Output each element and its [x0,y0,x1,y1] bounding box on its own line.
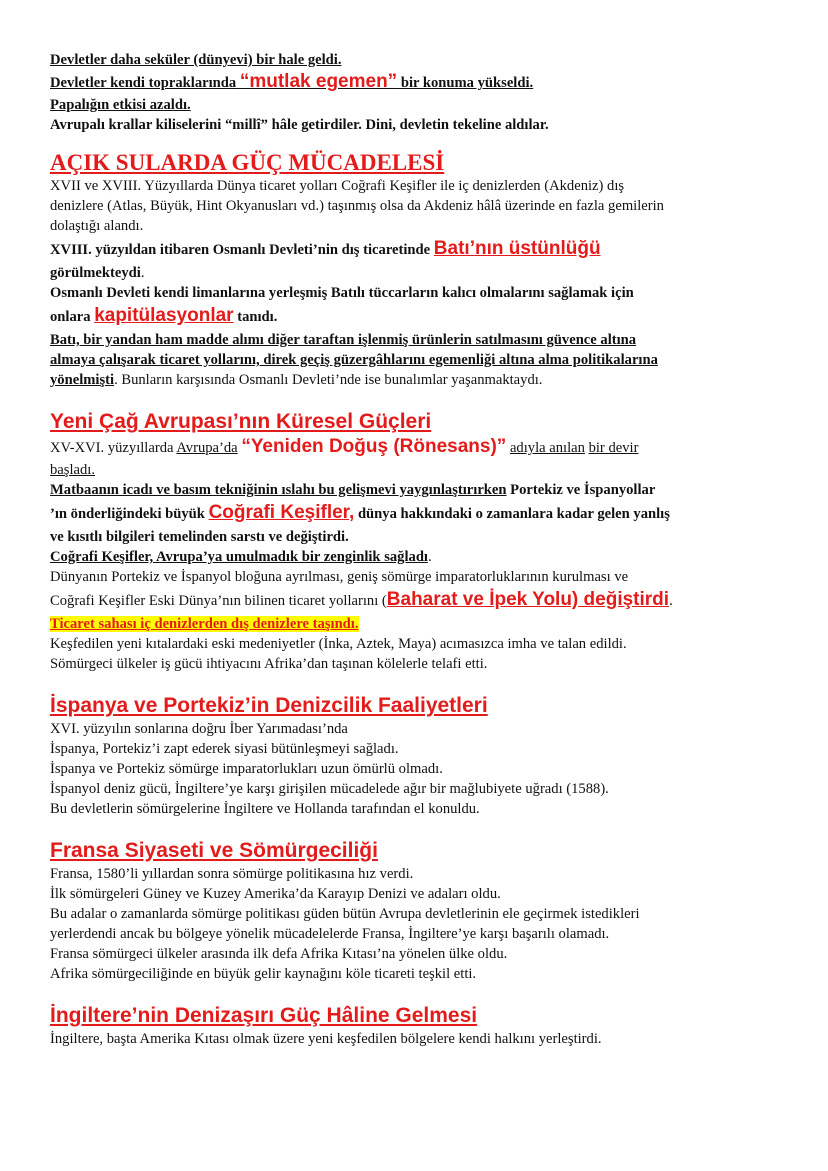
s2-paragraph-1: XV-XVI. yüzyıllarda Avrupa’da “Yeniden Doğuş (Rönesans)” adıyla anılan bir devir [50,436,639,457]
s4-line: İlk sömürgeleri Güney ve Kuzey Amerika’da Karayıp Denizi ve adaları oldu. [50,886,501,902]
s3-line: İspanyol deniz gücü, İngiltere’ye karşı girişilen mücadelede ağır bir mağlubiyete uğradı (1588). [50,781,609,797]
section-title-fransa: Fransa Siyaseti ve Sömürgeciliği [50,839,378,862]
section-title-ispanya-portekiz: İspanya ve Portekiz’in Denizcilik Faaliyetleri [50,694,488,717]
intro-line-3: Papalığın etkisi azaldı. [50,97,191,113]
s2-paragraph-2: Matbaanın icadı ve basım tekniğinin ıslahı bu gelişmevi yaygınlaştırırken Portekiz ve İspanyollar [50,482,656,498]
s5-line: İngiltere, başta Amerika Kıtası olmak üzere yeni keşfedilen bölgelere kendi halkını yerleştirdi. [50,1031,602,1047]
s3-line: XVI. yüzyılın sonlarına doğru İber Yarımadası’nda [50,721,348,737]
s4-line: yerlerdendi ancak bu bölgeye yönelik mücadelelerde Fransa, İngiltere’ye karşı başarılı olamadı. [50,926,610,942]
s3-line: İspanya ve Portekiz sömürge imparatorlukları uzun ömürlü olmadı. [50,761,443,777]
intro-line-4: Avrupalı krallar kiliselerini “millî” hâle getirdiler. Dini, devletin tekeline aldılar. [50,117,549,133]
s2-paragraph-3: Coğrafi Keşifler, Avrupa’ya umulmadık bir zenginlik sağladı. [50,549,432,565]
s4-line: Fransa sömürgeci ülkeler arasında ilk defa Afrika Kıtası’na yönelen ülke oldu. [50,946,508,962]
s1-paragraph-4: Batı, bir yandan ham madde alımı diğer taraftan işlenmiş ürünlerin satılmasını güvence altına [50,332,637,348]
intro-line-2: Devletler kendi topraklarında “mutlak egemen” bir konuma yükseldi. [50,71,534,92]
s4-line: Fransa, 1580’li yıllardan sonra sömürge politikasına hız verdi. [50,866,414,882]
s4-line: Afrika sömürgeciliğinde en büyük gelir kaynağını köle ticareti teşkil etti. [50,966,477,982]
s2-paragraph-4: Dünyanın Portekiz ve İspanyol bloğuna ayrılması, geniş sömürge imparatorluklarının kurulması ve [50,569,629,585]
s2-paragraph-7: Sömürgeci ülkeler iş gücü ihtiyacını Afrika’dan taşınan kölelerle telafi etti. [50,656,488,672]
section-title-yeni-cag: Yeni Çağ Avrupası’nın Küresel Güçleri [50,410,432,433]
document-page: Devletler daha seküler (dünyevi) bir hale geldi. Devletler kendi topraklarında “mutlak egemen” bir konuma yükseldi. Papalığın etkisi azaldı. Avrupalı krallar kiliselerini “millî” hâle getirdiler. Dini, devletin tekeline aldılar. AÇIK SULARDA GÜÇ MÜCADELESİ XVII ve XVIII. Yüzyıllarda Dünya ticaret yolları Coğrafi Keşifler ile iç denizlerden (Akdeniz) dış denizlere (Atlas, Büyük, Hint Okyanusları vd.) taşınmış olsa da Akdeniz hâlâ üzerinde en fazla gemilerin dolaştığı alandı. XVIII. yüzyıldan itibaren Osmanlı Devleti’nin dış ticaretinde Batı’nın üstünlüğü görülmekteydi. Osmanlı Devleti kendi limanlarına yerleşmiş Batılı tüccarların kalıcı olmalarını sağlamak için onlara kapitülasyonlar tanıdı. Batı, bir yandan ham madde alımı diğer taraftan işlenmiş ürünlerin satılmasını güvence altına almaya çalışarak ticaret yollarını, direk geçiş güzergâhlarını egemenliği altına alma politikalarına yönelmişti. Bunların karşısında Osmanlı Devleti’nde ise bunalımlar yaşanmaktaydı. Yeni Çağ Avrupası’nın Küresel Güçleri XV-XVI. yüzyıllarda Avrupa’da “Yeniden Doğuş (Rönesans)” adıyla anılan bir devir başladı. Matbaanın icadı ve basım tekniğinin ıslahı bu gelişmevi yaygınlaştırırken Portekiz ve İspanyollar ’ın önderliğindeki büyük Coğrafi Keşifler, dünya hakkındaki o zamanlara kadar gelen yanlış ve kısıtlı bilgileri temelinden sarstı ve değiştirdi. Coğrafi Keşifler, Avrupa’ya umulmadık bir zenginlik sağladı. Dünyanın Portekiz ve İspanyol bloğuna ayrılması, geniş sömürge imparatorluklarının kurulması ve Coğrafi Keşifler Eski Dünya’nın bilinen ticaret yollarını (Baharat ve İpek Yolu) değiştirdi. Ticaret sahası iç denizlerden dış denizlere taşındı. Keşfedilen yeni kıtalardaki eski medeniyetler (İnka, Aztek, Maya) acımasızca imha ve talan edildi. Sömürgeci ülkeler iş gücü ihtiyacını Afrika’dan taşınan kölelerle telafi etti. İspanya ve Portekiz’in Denizcilik Faaliyetleri XVI. yüzyılın sonlarına doğru İber Yarımadası’nda İspanya, Portekiz’i zapt ederek siyasi bütünleşmeyi sağladı. İspanya ve Portekiz sömürge imparatorlukları uzun ömürlü olmadı. İspanyol deniz gücü, İngiltere’ye karşı girişilen mücadelede ağır bir mağlubiyete uğradı (1588). Bu devletlerin sömürgelerine İngiltere ve Hollanda tarafından el konuldu. Fransa Siyaseti ve Sömürgeciliği Fransa, 1580’li yıllardan sonra sömürge politikasına hız verdi. İlk sömürgeleri Güney ve Kuzey Amerika’da Karayıp Denizi ve adaları oldu. Bu adalar o zamanlarda sömürge politikası güden bütün Avrupa devletlerinin ele geçirmek istedikleri yerlerdendi ancak bu bölgeye yönelik mücadelelerde Fransa, İngiltere’ye karşı başarılı olamadı. Fransa sömürgeci ülkeler arasında ilk defa Afrika Kıtası’na yönelen ülke oldu. Afrika sömürgeciliğinde en büyük gelir kaynağını köle ticareti teşkil etti. İngiltere’nin Denizaşırı Güç Hâline Gelmesi İngiltere, başta Amerika Kıtası olmak üzere yeni keşfedilen bölgelere kendi halkını yerleştirdi. [50,50,780,1049]
s4-line: Bu adalar o zamanlarda sömürge politikası güden bütün Avrupa devletlerinin ele geçirmek istedikleri [50,906,640,922]
intro-line-1: Devletler daha seküler (dünyevi) bir hale geldi. [50,52,342,68]
section-title-acik-sularda: AÇIK SULARDA GÜÇ MÜCADELESİ [50,150,445,175]
s1-paragraph-3: Osmanlı Devleti kendi limanlarına yerleşmiş Batılı tüccarların kalıcı olmalarını sağlamak için [50,285,634,301]
s2-paragraph-6: Keşfedilen yeni kıtalardaki eski medeniyetler (İnka, Aztek, Maya) acımasızca imha ve talan edildi. [50,636,627,652]
s3-line: Bu devletlerin sömürgelerine İngiltere ve Hollanda tarafından el konuldu. [50,801,480,817]
section-title-ingiltere: İngiltere’nin Denizaşırı Güç Hâline Gelmesi [50,1004,478,1027]
s3-line: İspanya, Portekiz’i zapt ederek siyasi bütünleşmeyi sağladı. [50,741,399,757]
s2-highlight: Ticaret sahası iç denizlerden dış denizlere taşındı. [50,616,359,632]
s1-paragraph-1: XVII ve XVIII. Yüzyıllarda Dünya ticaret yolları Coğrafi Keşifler ile iç denizlerden (Akdeniz) dış [50,178,625,194]
s1-paragraph-2: XVIII. yüzyıldan itibaren Osmanlı Devleti’nin dış ticaretinde Batı’nın üstünlüğü [50,238,601,259]
